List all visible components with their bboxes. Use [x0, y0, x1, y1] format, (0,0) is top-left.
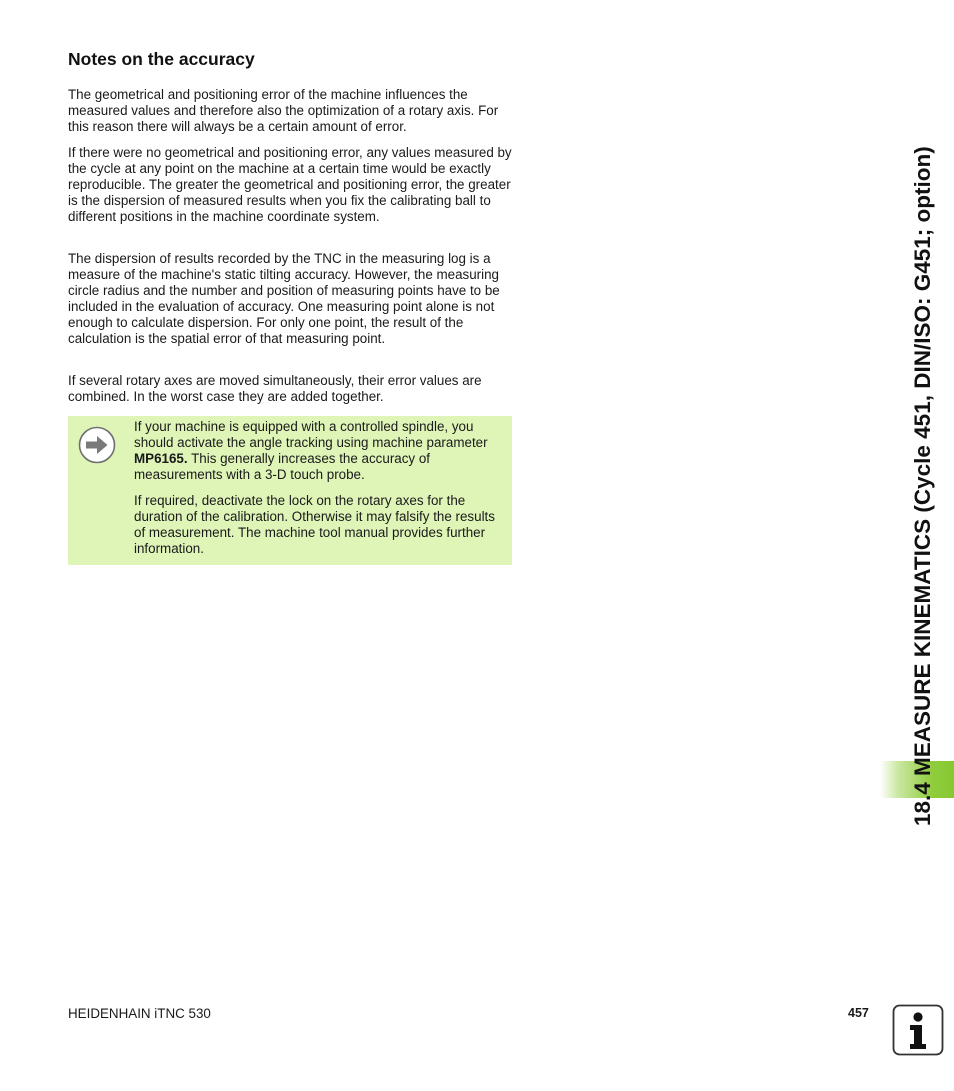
paragraph-3: The dispersion of results recorded by the TNC in the measuring log is a measure of the machine's static tilting accuracy. However, the measuring circle radius and the number and position of measuring points have to be included in the evaluation of accuracy. One measuring point alone is not enough to calculate dispersion. For only one point, the result of the calculation is the spatial error of that measuring point.	[68, 251, 500, 346]
note-text-part-1: If your machine is equipped with a controlled spindle, you should activate the angle tracking using machine parameter	[134, 419, 488, 450]
note-box	[68, 416, 512, 565]
note-text-part-2: This generally increases the accuracy of measurements with a 3-D touch probe.	[134, 451, 431, 482]
paragraph-2: If there were no geometrical and positioning error, any values measured by the cycle at any point on the machine at a certain time would be exactly reproducible. The greater the geometrical and positioning error, the greater is the dispersion of measured results when you fix the calibrating ball to different positions in the machine coordinate system.	[68, 145, 512, 224]
paragraph-4: If several rotary axes are moved simultaneously, their error values are combined. In the worst case they are added together.	[68, 373, 482, 404]
note-paragraph-2: If required, deactivate the lock on the rotary axes for the duration of the calibration. Otherwise it may falsify the results of measurement. The machine tool manual provides further information.	[134, 493, 495, 556]
chapter-side-title: 18.4 MEASURE KINEMATICS (Cycle 451, DIN/ISO: G451; option)	[910, 146, 935, 826]
arrow-right-icon	[78, 426, 116, 464]
machine-parameter: MP6165.	[134, 451, 188, 466]
info-icon	[892, 1004, 944, 1056]
page-number: 457	[848, 1006, 869, 1020]
note-paragraph-1	[134, 419, 504, 483]
section-heading: Notes on the accuracy	[68, 49, 255, 69]
footer-product-name: HEIDENHAIN iTNC 530	[68, 1006, 211, 1021]
paragraph-1: The geometrical and positioning error of the machine influences the measured values and therefore also the optimization of a rotary axis. For this reason there will always be a certain amount of error.	[68, 87, 499, 134]
